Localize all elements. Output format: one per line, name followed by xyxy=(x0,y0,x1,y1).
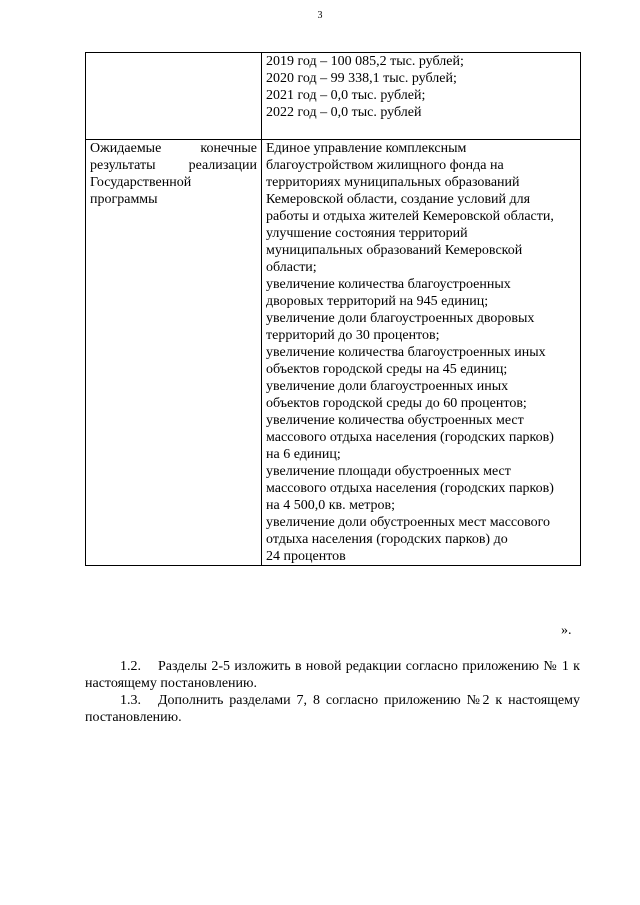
result-line: увеличение количества благоустроенных xyxy=(266,277,511,292)
table-cell-label-empty xyxy=(86,53,262,140)
result-line: увеличение доли благоустроенных дворовых xyxy=(266,311,535,326)
paragraph-number: 1.3. xyxy=(120,693,141,708)
result-line: увеличение доли обустроенных мест массового xyxy=(266,515,551,530)
financing-line: 2019 год – 100 085,2 тыс. рублей; xyxy=(266,54,464,69)
result-line: увеличение площади обустроенных мест xyxy=(266,464,511,479)
page-number: 3 xyxy=(317,10,323,21)
paragraph-number: 1.2. xyxy=(120,659,141,674)
table-row-expected-results xyxy=(86,140,581,566)
closing-quote-mark: ». xyxy=(561,623,572,638)
result-line: дворовых территорий на 945 единиц; xyxy=(266,294,489,309)
result-line: массового отдыха населения (городских парков) xyxy=(266,430,554,445)
paragraph-text: Дополнить разделами 7, 8 согласно приложению №2 к настоящему постановлению. xyxy=(85,693,580,725)
result-line: объектов городской среды до 60 процентов; xyxy=(266,396,527,411)
table-cell-label-expected-results: Ожидаемые конечные результаты реализации Государственной программы xyxy=(86,140,262,566)
program-passport-table xyxy=(85,52,581,566)
result-line: объектов городской среды на 45 единиц; xyxy=(266,362,508,377)
result-line: Кемеровской области, создание условий для xyxy=(266,192,531,207)
result-line: отдыха населения (городских парков) до xyxy=(266,532,508,547)
result-line: увеличение количества благоустроенных иных xyxy=(266,345,546,360)
result-line: массового отдыха населения (городских парков) xyxy=(266,481,554,496)
paragraph-1-3 xyxy=(85,692,580,726)
table-cell-expected-results xyxy=(262,140,581,566)
paragraph-text: Разделы 2-5 изложить в новой редакции согласно приложению № 1 к настоящему постановлению. xyxy=(85,659,580,691)
result-line: на 4 500,0 кв. метров; xyxy=(266,498,395,513)
financing-line: 2020 год – 99 338,1 тыс. рублей; xyxy=(266,71,457,86)
result-line: территориях муниципальных образований xyxy=(266,175,520,190)
table-cell-financing-values xyxy=(262,53,581,140)
result-line: на 6 единиц; xyxy=(266,447,341,462)
result-line: работы и отдыха жителей Кемеровской области, xyxy=(266,209,554,224)
result-line: Единое управление комплексным xyxy=(266,141,467,156)
result-line: увеличение доли благоустроенных иных xyxy=(266,379,509,394)
result-line: территорий до 30 процентов; xyxy=(266,328,440,343)
result-line: 24 процентов xyxy=(266,549,346,564)
table-row-financing xyxy=(86,53,581,140)
result-line: муниципальных образований Кемеровской xyxy=(266,243,523,258)
financing-line: 2022 год – 0,0 тыс. рублей xyxy=(266,105,422,120)
result-line: увеличение количества обустроенных мест xyxy=(266,413,524,428)
result-line: благоустройством жилищного фонда на xyxy=(266,158,504,173)
paragraph-1-2 xyxy=(85,658,580,692)
result-line: области; xyxy=(266,260,317,275)
financing-line: 2021 год – 0,0 тыс. рублей; xyxy=(266,88,426,103)
result-line: улучшение состояния территорий xyxy=(266,226,468,241)
